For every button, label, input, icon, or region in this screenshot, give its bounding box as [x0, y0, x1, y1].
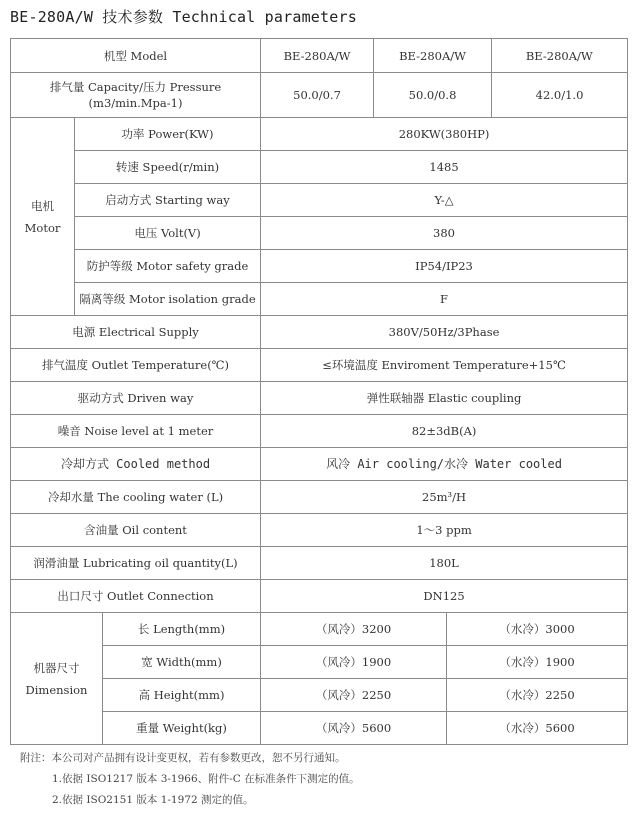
- row-value: 82±3dB(A): [261, 415, 628, 448]
- table-row: [11, 646, 628, 679]
- page-title: BE-280A/W 技术参数 Technical parameters: [10, 8, 357, 26]
- table-row: [11, 712, 628, 745]
- motor-row-label: 电压 Volt(V): [75, 217, 261, 250]
- row-value: DN125: [261, 580, 628, 613]
- motor-row-label: 转速 Speed(r/min): [75, 151, 261, 184]
- dimension-water-value: （水冷）1900: [447, 646, 628, 679]
- capacity-value: 42.0/1.0: [535, 88, 584, 102]
- motor-row-value: 1485: [261, 151, 628, 184]
- table-row: [11, 283, 628, 316]
- capacity-label: [11, 73, 261, 118]
- row-label: 出口尺寸 Outlet Connection: [11, 580, 261, 613]
- dimension-row-label: 高 Height(mm): [103, 679, 261, 712]
- dimension-row-label: 重量 Weight(kg): [103, 712, 261, 745]
- motor-row-label: 隔离等级 Motor isolation grade: [75, 283, 261, 316]
- dimension-row-label: 宽 Width(mm): [103, 646, 261, 679]
- motor-row-value: Y-△: [261, 184, 628, 217]
- model-split-cell: [374, 39, 628, 73]
- row-value: 25m³/H: [261, 481, 628, 514]
- table-row: [11, 184, 628, 217]
- row-label: 排气温度 Outlet Temperature(℃): [11, 349, 261, 382]
- motor-row-value: IP54/IP23: [261, 250, 628, 283]
- motor-row-label: 启动方式 Starting way: [75, 184, 261, 217]
- table-row: [11, 382, 628, 415]
- table-row: [11, 250, 628, 283]
- dimension-air-value: （风冷）3200: [261, 613, 447, 646]
- capacity-label-line2: (m3/min.Mpa-1): [88, 96, 183, 110]
- row-value: 风冷 Air cooling/水冷 Water cooled: [261, 448, 628, 481]
- table-row: [11, 580, 628, 613]
- table-row: [11, 415, 628, 448]
- dimension-water-value: （水冷）2250: [447, 679, 628, 712]
- dimension-label-en: Dimension: [25, 682, 88, 697]
- motor-row-value: 380: [261, 217, 628, 250]
- table-row: [11, 448, 628, 481]
- capacity-label-line1: 排气量 Capacity/压力 Pressure: [49, 80, 222, 94]
- footnotes: [20, 748, 360, 811]
- row-label: 噪音 Noise level at 1 meter: [11, 415, 261, 448]
- dimension-air-value: （风冷）2250: [261, 679, 447, 712]
- motor-group-label: [11, 118, 75, 316]
- row-value: 380V/50Hz/3Phase: [261, 316, 628, 349]
- row-label: 含油量 Oil content: [11, 514, 261, 547]
- table-row: [11, 349, 628, 382]
- table-row: [11, 217, 628, 250]
- table-row: [11, 613, 628, 646]
- motor-row-value: F: [261, 283, 628, 316]
- dimension-water-value: （水冷）3000: [447, 613, 628, 646]
- row-label: 电源 Electrical Supply: [11, 316, 261, 349]
- table-row-model: [11, 39, 628, 73]
- row-value: 弹性联轴器 Elastic coupling: [261, 382, 628, 415]
- capacity-split-cell: [374, 73, 628, 118]
- spec-table: [10, 38, 628, 745]
- dimension-row-label: 长 Length(mm): [103, 613, 261, 646]
- row-label: 驱动方式 Driven way: [11, 382, 261, 415]
- row-value: 180L: [261, 547, 628, 580]
- model-cell: BE-280A/W: [374, 39, 492, 72]
- model-label: 机型 Model: [11, 39, 261, 73]
- motor-row-label: 功率 Power(KW): [75, 118, 261, 151]
- table-row: [11, 316, 628, 349]
- capacity-value: 50.0/0.7: [261, 73, 374, 118]
- table-row: [11, 514, 628, 547]
- motor-row-label: 防护等级 Motor safety grade: [75, 250, 261, 283]
- table-row-capacity: [11, 73, 628, 118]
- dimension-air-value: （风冷）1900: [261, 646, 447, 679]
- row-value: ≤环境温度 Enviroment Temperature+15℃: [261, 349, 628, 382]
- footnote-item: 2.依据 ISO2151 版本 1-1972 测定的值。: [52, 794, 254, 806]
- table-row: [11, 481, 628, 514]
- model-cell: BE-280A/W: [261, 39, 374, 73]
- table-row: [11, 118, 628, 151]
- table-row: [11, 547, 628, 580]
- dimension-water-value: （水冷）5600: [447, 712, 628, 745]
- row-label: 冷却方式 Cooled method: [11, 448, 261, 481]
- table-row: [11, 679, 628, 712]
- row-label: 润滑油量 Lubricating oil quantity(L): [11, 547, 261, 580]
- capacity-value: 50.0/0.8: [374, 73, 492, 117]
- dimension-group-label: [11, 613, 103, 745]
- footnote-item: 1.依据 ISO1217 版本 3-1966、附件-C 在标准条件下测定的值。: [52, 773, 360, 785]
- motor-row-value: 280KW(380HP): [261, 118, 628, 151]
- row-value: 1～3 ppm: [261, 514, 628, 547]
- footnote-main: 附注：本公司对产品拥有设计变更权，若有参数更改，恕不另行通知。: [20, 752, 346, 764]
- model-cell: BE-280A/W: [492, 39, 628, 72]
- dimension-air-value: （风冷）5600: [261, 712, 447, 745]
- dimension-label-cn: 机器尺寸: [33, 660, 80, 675]
- motor-label-en: Motor: [24, 220, 61, 235]
- table-row: [11, 151, 628, 184]
- row-label: 冷却水量 The cooling water (L): [11, 481, 261, 514]
- motor-label-cn: 电机: [31, 198, 54, 213]
